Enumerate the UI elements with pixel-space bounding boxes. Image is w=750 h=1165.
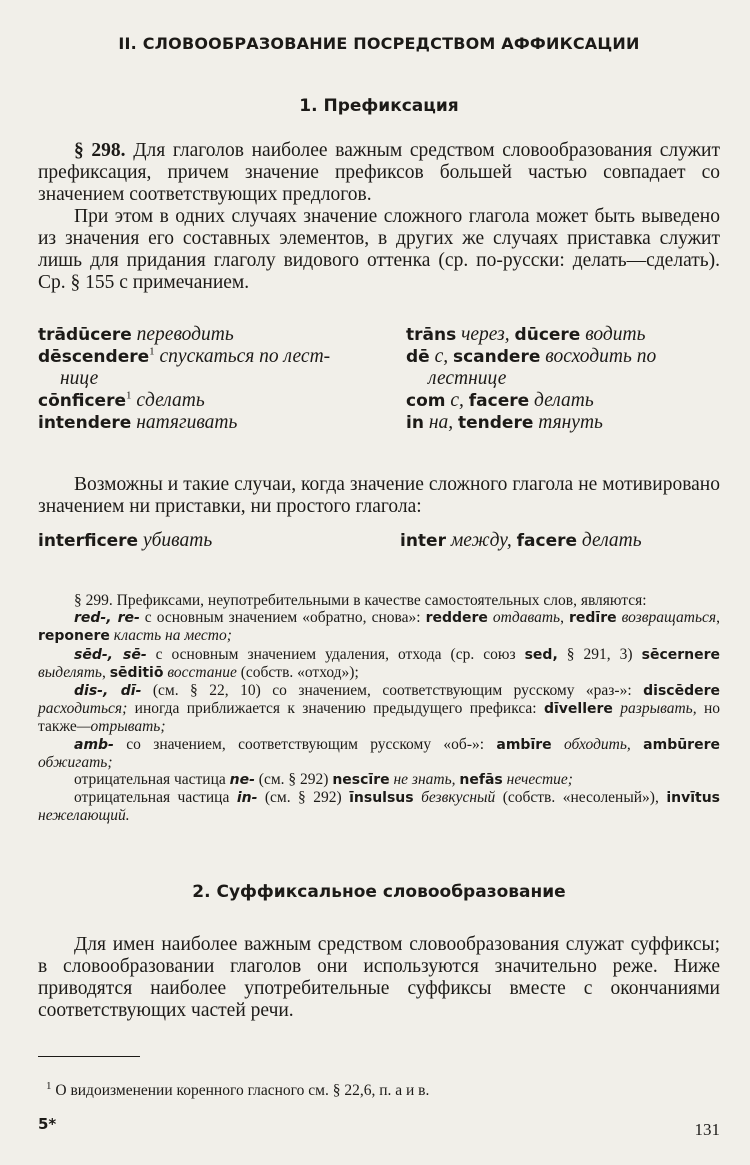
text: отрицательная частица xyxy=(74,789,237,807)
footnote-ref: 1 xyxy=(149,345,155,358)
latin-word: īnsulsus xyxy=(349,790,414,807)
prefix: red-, re- xyxy=(74,610,140,627)
text: (собств. «несоленый»), xyxy=(495,789,667,807)
prefix: amb- xyxy=(74,736,114,753)
latin-word: sed, xyxy=(524,646,558,663)
prefix-amb xyxy=(38,736,720,771)
latin-word: facere xyxy=(516,531,578,551)
paragraph-299 xyxy=(38,592,720,825)
translation: отдавать xyxy=(487,609,561,627)
latin-word: invītus xyxy=(666,790,720,807)
translation: восстание xyxy=(163,663,237,681)
translation: класть на место; xyxy=(109,627,232,645)
prefix: in- xyxy=(236,790,258,807)
paragraph-298b: При этом в одних случаях значение сложного глагола может быть выведено из значения его составных элементов, в других же случаях приставка служит лишь для придания глаголу видового оттенка (ср. по-русски: делать—сделать). Ср. § 155 с примечанием. xyxy=(38,206,720,293)
translation: выделять xyxy=(38,663,102,681)
paragraph-299-intro xyxy=(38,592,720,609)
prefix-ne xyxy=(38,771,720,789)
translation: лестнице xyxy=(428,368,507,389)
latin-word: ambīre xyxy=(496,736,552,753)
translation: —отрывать; xyxy=(76,718,166,736)
translation: обжигать; xyxy=(38,753,113,771)
latin-word: interficere xyxy=(38,531,139,551)
paragraph-number: § 299. xyxy=(74,592,113,609)
example-left-line xyxy=(38,412,378,434)
paragraph-298-body: Для глаголов наиболее важным средством словообразования служит префиксация, причем значение префиксов большей частью совпадает со значением соответствующих предлогов. xyxy=(38,140,721,205)
translation: возвращаться xyxy=(621,609,717,627)
latin-word: dīvellere xyxy=(543,701,613,718)
latin-word: inter xyxy=(400,531,446,551)
latin-word: in xyxy=(406,413,424,433)
footnote-text: О видоизменении коренного гласного см. § 22,6, п. а и в. xyxy=(51,1082,430,1099)
latin-word: discēdere xyxy=(643,683,720,700)
latin-word: trādūcere xyxy=(38,325,132,345)
signature-mark: 5* xyxy=(38,1115,57,1133)
translation: сделать xyxy=(136,390,205,411)
examples-right-column xyxy=(406,324,720,434)
latin-word: dēscendere xyxy=(38,347,150,367)
example-right-line xyxy=(406,412,720,434)
prefix: ne- xyxy=(229,772,255,789)
latin-word: ambūrere xyxy=(643,736,720,753)
translation: через, xyxy=(461,324,510,345)
translation: нечестие; xyxy=(502,771,573,789)
latin-word: facere xyxy=(468,391,530,411)
translation: водить xyxy=(585,324,646,345)
latin-word: scandere xyxy=(452,347,541,367)
paragraph-299-intro-text: Префиксами, неупотребительными в качестве самостоятельных слов, являются: xyxy=(112,592,647,609)
paragraph-possible xyxy=(38,474,720,518)
translation: разрывать, xyxy=(612,700,697,718)
text: (собств. «отход»); xyxy=(236,663,359,681)
paragraph-suffix xyxy=(38,934,720,1022)
latin-word: sēcernere xyxy=(641,646,720,663)
latin-word: trāns xyxy=(406,325,457,345)
latin-word: redīre xyxy=(568,610,617,627)
latin-word: dē xyxy=(406,347,430,367)
translation: на, xyxy=(428,412,454,433)
example-left-line xyxy=(38,390,378,412)
text: но также xyxy=(38,700,720,736)
text: с основным значением «обратно, снова»: xyxy=(139,609,426,627)
text: иногда приближается к значению предыдущего префикса: xyxy=(127,700,544,718)
translation: делать xyxy=(534,390,594,411)
latin-word: com xyxy=(406,391,446,411)
prefix-in xyxy=(38,789,720,824)
section2-title: 2. Суффиксальное словообразование xyxy=(192,882,566,902)
prefix-red: red-, re- с основным значением «обратно, снова»: reddere отдавать, redīre возвращаться, reponere класть на место; xyxy=(38,609,720,645)
text: (см. § 292) xyxy=(257,789,350,807)
latin-word: nescīre xyxy=(332,772,390,789)
footnote-mark: 1 xyxy=(46,1079,52,1092)
text: отрицательная частица xyxy=(74,771,230,789)
section1-title: 1. Префиксация xyxy=(299,96,459,116)
example-left-line xyxy=(38,368,378,390)
text: (см. § 292) xyxy=(254,771,333,789)
translation: натягивать xyxy=(136,412,238,433)
latin-word: tendere xyxy=(458,413,534,433)
example-left-line xyxy=(38,346,378,368)
prefix-sed: sēd-, sē- с основным значением удаления, отхода (ср. союз sed, § 291, 3) sēcernere выделять, sēditiō восстание (собств. «отход»); xyxy=(38,645,720,681)
paragraph-number: § 298. xyxy=(74,140,126,161)
translation: нежелающий. xyxy=(38,807,130,825)
translation: тянуть xyxy=(538,412,603,433)
translation: убивать xyxy=(142,530,213,551)
translation: расходиться; xyxy=(38,700,128,718)
example-right-line xyxy=(406,390,720,412)
latin-word: intendere xyxy=(38,413,132,433)
example-right-line xyxy=(406,368,720,390)
text: § 291, 3) xyxy=(557,645,642,663)
translation: безвкусный xyxy=(413,789,496,807)
latin-word: cōnficere xyxy=(38,391,126,411)
paragraph-298 xyxy=(38,140,720,294)
paragraph-298-text xyxy=(38,140,720,206)
text: со значением, соответствующим русскому «об-»: xyxy=(113,735,497,753)
footnote-ref: 1 xyxy=(125,389,132,402)
footnote-rule xyxy=(38,1056,140,1057)
translation: переводить xyxy=(136,324,234,345)
text: с основным значением удаления, отхода (ср. союз xyxy=(146,645,525,663)
translation: с, xyxy=(450,390,464,411)
example-left-line xyxy=(38,324,378,346)
translation: делать xyxy=(581,530,642,551)
latin-word: nefās xyxy=(459,772,503,789)
prefix: sēd-, sē- xyxy=(74,646,147,663)
translation: не знать, xyxy=(389,771,456,789)
paragraph-possible-text: Возможны и такие случаи, когда значение сложного глагола не мотивировано значением ни приставки, ни простого глагола: xyxy=(38,474,720,517)
example-right-line xyxy=(406,346,720,368)
examples-left-column xyxy=(38,324,378,434)
latin-word: reddere xyxy=(425,610,488,627)
translation: спускаться по лест- xyxy=(159,346,331,367)
latin-word: sēditiō xyxy=(109,664,164,681)
latin-word: dūcere xyxy=(514,325,581,345)
footnote xyxy=(46,1079,430,1100)
chapter-title: II. СЛОВООБРАЗОВАНИЕ ПОСРЕДСТВОМ АФФИКСАЦИИ xyxy=(118,34,640,53)
prefix: dis-, dī- xyxy=(74,683,142,700)
text: (см. § 22, 10) со значением, соответствующим русскому «раз-»: xyxy=(141,682,644,700)
paragraph-suffix-text: Для имен наиболее важным средством словообразования служат суффиксы; в словообразовании глаголов они используются значительно реже. Ниже приводятся наиболее употребительные суффиксы вместе с окончаниями соответствующих частей речи. xyxy=(38,934,720,1021)
example-right-line xyxy=(406,324,720,346)
translation: с, xyxy=(434,346,449,367)
prefix-dis xyxy=(38,682,720,736)
latin-word: reponere xyxy=(38,628,110,645)
translation: нице xyxy=(60,368,99,389)
translation: восходить по xyxy=(545,346,657,367)
page-number: 131 xyxy=(694,1120,720,1139)
translation: обходить, xyxy=(551,735,631,753)
translation: между, xyxy=(450,530,512,551)
